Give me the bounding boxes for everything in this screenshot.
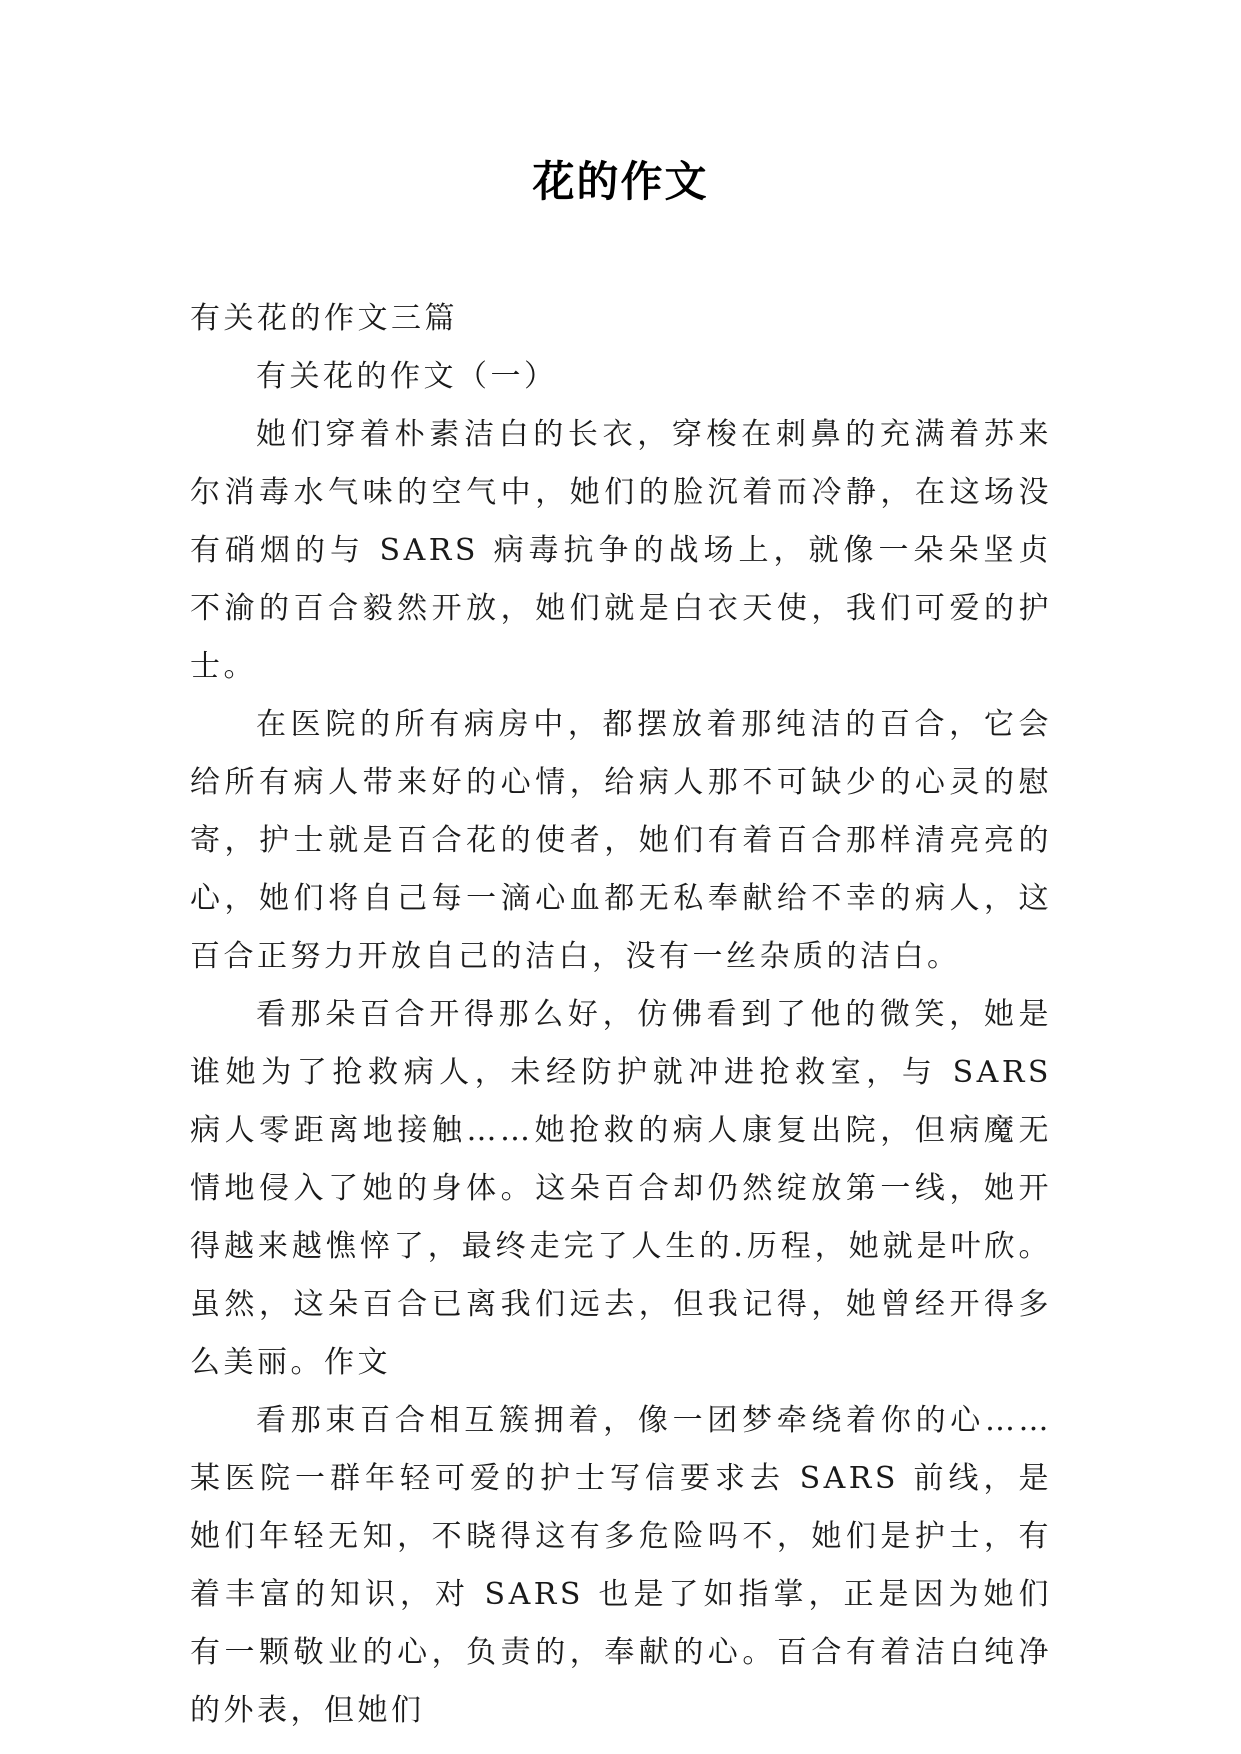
subsection-heading: 有关花的作文（一） bbox=[256, 359, 558, 394]
paragraph: 在医院的所有病房中，都摆放着那纯洁的百合，它会给所有病人带来好的心情，给病人那不可缺少的心灵的慰寄，护士就是百合花的使者，她们有着百合那样清亮亮的心，她们将自己每一滴心血都无私奉献给不幸的病人，这百合正努力开放自己的洁白，没有一丝杂质的洁白。 bbox=[190, 707, 1052, 974]
paragraph: 她们穿着朴素洁白的长衣，穿梭在刺鼻的充满着苏来尔消毒水气味的空气中，她们的脸沉着而冷静，在这场没有硝烟的与 SARS 病毒抗争的战场上，就像一朵朵坚贞不渝的百合毅然开放，她们就是白衣天使，我们可爱的护士。 bbox=[190, 417, 1052, 684]
document-title: 花的作文 bbox=[532, 157, 709, 206]
section-heading: 有关花的作文三篇 bbox=[190, 301, 458, 336]
paragraph: 看那束百合相互簇拥着，像一团梦牵绕着你的心……某医院一群年轻可爱的护士写信要求去 SARS 前线，是她们年轻无知，不晓得这有多危险吗不，她们是护士，有着丰富的知识，对 SARS 也是了如指掌，正是因为她们有一颗敬业的心，负责的，奉献的心。百合有着洁白纯净的外表，但她们 bbox=[190, 1403, 1052, 1728]
paragraph: 看那朵百合开得那么好，仿佛看到了他的微笑，她是谁她为了抢救病人，未经防护就冲进抢救室，与 SARS 病人零距离地接触……她抢救的病人康复出院，但病魔无情地侵入了她的身体。这朵百合却仍然绽放第一线，她开得越来越憔悴了，最终走完了人生的.历程，她就是叶欣。虽然，这朵百合已离我们远去，但我记得，她曾经开得多么美丽。作文 bbox=[190, 997, 1052, 1380]
document-body bbox=[190, 290, 1052, 1740]
